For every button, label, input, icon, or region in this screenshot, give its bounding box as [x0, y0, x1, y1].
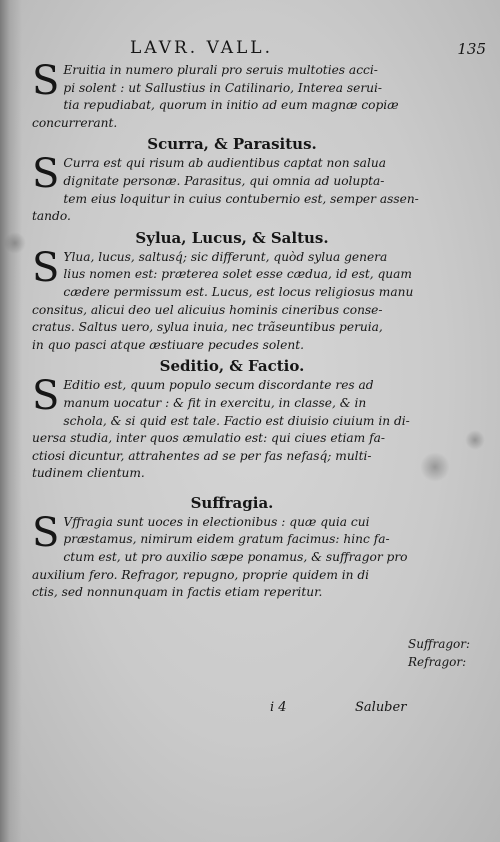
text-line: auxilium fero. Refragor, repugno, proprie quidem in di: [32, 567, 370, 582]
text-line: in quo pasci atque æstiuare pecudes solent.: [32, 337, 304, 352]
paragraph: [32, 509, 432, 602]
section-heading: Suffragia.: [190, 493, 274, 512]
text-line: uersa studia, inter quos æmulatio est: qui ciues etiam fa-: [32, 431, 385, 446]
text-line: præstamus, nimirum eidem gratum facimus: hinc fa-: [63, 532, 390, 547]
section-heading: Sylua, Lucus, & Saltus.: [135, 228, 329, 247]
text-line: Eruitia in numero plurali pro seruis multoties acci-: [63, 63, 378, 77]
section-seditio: [32, 354, 432, 483]
catchword: Saluber: [355, 700, 407, 715]
section-heading: Scurra, & Parasitus.: [147, 135, 317, 154]
section-scurra: [32, 132, 432, 225]
text-line: tudinem clientum.: [32, 466, 145, 481]
page-header: [130, 38, 486, 64]
text-line: Editio est, quum populo secum discordante res ad: [63, 378, 374, 393]
margin-note: Refragor:: [408, 654, 467, 669]
drop-cap: S: [32, 58, 60, 104]
drop-cap: S: [32, 373, 60, 420]
running-head: LAVR. VALL.: [130, 38, 273, 58]
page-footer: [240, 700, 460, 720]
text-line: Ylua, lucus, saltusq́; sic differunt, quòd sylua genera: [63, 249, 388, 264]
section-heading: Seditio, & Factio.: [159, 357, 305, 376]
margin-note: Suffragor:: [408, 637, 471, 651]
drop-cap: S: [32, 151, 60, 198]
paper-stain: [465, 430, 485, 450]
section-servitia: [32, 58, 432, 132]
margin-notes: [408, 636, 498, 671]
signature-mark: i 4: [270, 700, 287, 715]
paragraph: [32, 244, 432, 355]
drop-cap: S: [32, 509, 60, 556]
section-suffragia: [32, 483, 432, 602]
gutter-shadow: [0, 0, 22, 842]
text-line: Vffragia sunt uoces in electionibus : quæ quia cui: [63, 514, 370, 529]
text-line: ctiosi dicuntur, attrahentes ad se per fas nefasq́; multi-: [32, 448, 372, 463]
text-line: pi solent : ut Sallustius in Catilinario, Interea serui-: [63, 80, 383, 95]
text-line: Curra est qui risum ab audientibus captat non salua: [63, 156, 386, 171]
text-line: manum uocatur : & fit in exercitu, in classe, & in: [63, 395, 367, 410]
paragraph: [32, 151, 432, 225]
text-line: cratus. Saltus uero, sylua inuia, nec trãseuntibus peruia,: [32, 320, 383, 335]
drop-cap: S: [32, 244, 60, 291]
section-sylua: [32, 226, 432, 355]
text-line: consitus, alicui deo uel alicuius hominis cineribus conse-: [32, 302, 383, 317]
text-line: ctum est, ut pro auxilio sæpe ponamus, & suffragor pro: [63, 550, 408, 565]
text-line: dignitate personæ. Parasitus, qui omnia ad uolupta-: [63, 173, 385, 188]
text-line: schola, & si quid est tale. Factio est diuisio ciuium in di-: [63, 413, 410, 428]
text-line: ctis, sed nonnunquam in factis etiam reperitur.: [32, 585, 323, 600]
text-line: tia repudiabat, quorum in initio ad eum magnæ copiæ: [63, 98, 399, 113]
paragraph: [32, 58, 432, 132]
text-line: tando.: [32, 209, 71, 224]
text-block: [32, 58, 432, 602]
ink-blot: [4, 232, 26, 254]
text-line: cædere permissum est. Lucus, est locus religiosus manu: [63, 284, 414, 299]
paragraph: [32, 373, 432, 483]
text-line: concurrerant.: [32, 115, 118, 130]
text-line: lius nomen est: præterea solet esse cædua, id est, quam: [63, 267, 412, 282]
text-line: tem eius loquitur in cuius contubernio est, semper assen-: [63, 191, 419, 206]
page-number: 135: [457, 40, 486, 58]
